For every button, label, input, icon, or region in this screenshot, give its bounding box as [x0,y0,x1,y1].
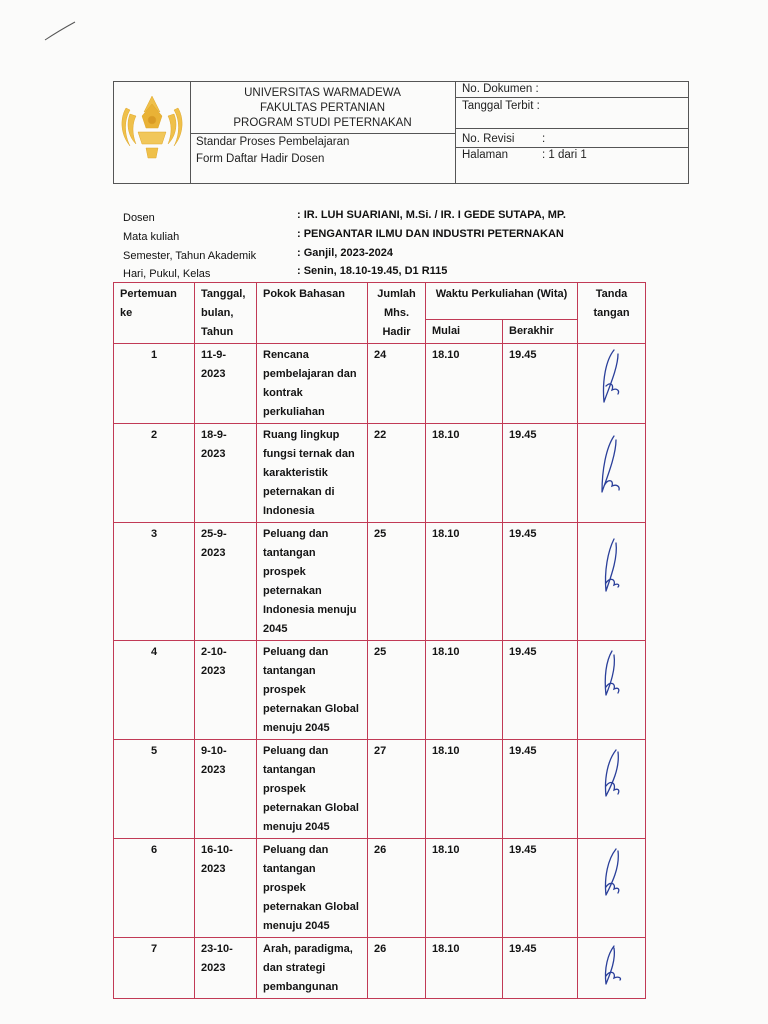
document-header [113,81,689,184]
row-topic: Rencana pembelajaran dan kontrak perkuliahan [257,344,368,424]
info-label-lecturer: Dosen [123,212,155,224]
page-value: : 1 dari 1 [542,149,587,161]
row-end: 19.45 [503,740,578,839]
row-signature [578,523,646,641]
row-end: 19.45 [503,424,578,523]
row-number: 3 [114,523,195,641]
row-signature [578,839,646,938]
row-signature [578,641,646,740]
info-value-lecturer: : IR. LUH SUARIANI, M.Si. / IR. I GEDE SUTAPA, MP. [297,209,566,221]
revision-label: No. Revisi [462,133,515,145]
row-count: 26 [368,839,426,938]
standard-title: Standar Proses Pembelajaran [196,136,350,148]
table-row [114,839,646,938]
revision-separator: : [542,133,546,145]
row-start: 18.10 [426,424,503,523]
header-signature: Tanda tangan [578,283,646,344]
info-label-semester: Semester, Tahun Akademik [123,250,257,262]
info-value-semester: : Ganjil, 2023-2024 [297,247,393,259]
row-topic: Peluang dan tantangan prospek peternakan Global menuju 2045 [257,839,368,938]
row-count: 25 [368,641,426,740]
row-end: 19.45 [503,839,578,938]
signature-image [592,742,632,808]
row-topic: Ruang lingkup fungsi ternak dan karakteristik peternakan di Indonesia [257,424,368,523]
row-end: 19.45 [503,938,578,999]
pen-mark [44,20,76,42]
university-name: UNIVERSITAS WARMADEWA [244,87,401,99]
table-row [114,344,646,424]
row-date: 9-10-2023 [195,740,257,839]
table-row [114,938,646,999]
attendance-table [113,282,646,999]
row-signature [578,344,646,424]
row-count: 27 [368,740,426,839]
row-signature [578,424,646,523]
signature-image [592,426,632,506]
faculty-name: FAKULTAS PERTANIAN [259,102,386,114]
row-signature [578,740,646,839]
row-number: 4 [114,641,195,740]
form-title: Form Daftar Hadir Dosen [196,153,325,165]
header-end: Berakhir [503,320,578,344]
header-topic: Pokok Bahasan [257,283,368,344]
row-number: 1 [114,344,195,424]
info-value-schedule: : Senin, 18.10-19.45, D1 R115 [297,265,448,277]
signature-image [592,643,632,707]
row-number: 2 [114,424,195,523]
row-count: 26 [368,938,426,999]
row-topic: Peluang dan tantangan prospek peternakan Indonesia menuju 2045 [257,523,368,641]
row-count: 25 [368,523,426,641]
table-row [114,740,646,839]
row-start: 18.10 [426,344,503,424]
info-label-course: Mata kuliah [123,231,180,243]
header-meeting: Pertemuan ke [114,283,195,344]
row-date: 2-10-2023 [195,641,257,740]
row-number: 6 [114,839,195,938]
row-count: 24 [368,344,426,424]
row-start: 18.10 [426,523,503,641]
university-logo [116,88,188,164]
program-name: PROGRAM STUDI PETERNAKAN [233,117,412,129]
header-start: Mulai [426,320,503,344]
table-row [114,641,646,740]
row-start: 18.10 [426,740,503,839]
signature-image [592,940,632,990]
page-label: Halaman [462,149,509,161]
row-topic: Peluang dan tantangan prospek peternakan Global menuju 2045 [257,641,368,740]
row-start: 18.10 [426,641,503,740]
doc-number: No. Dokumen : [462,83,539,95]
header-time: Waktu Perkuliahan (Wita) [426,283,578,320]
issue-date: Tanggal Terbit : [462,100,540,112]
header-date: Tanggal, bulan, Tahun [195,283,257,344]
row-topic: Arah, paradigma, dan strategi pembangunan [257,938,368,999]
table-row [114,424,646,523]
row-end: 19.45 [503,344,578,424]
signature-image [592,346,632,410]
row-signature [578,938,646,999]
row-start: 18.10 [426,839,503,938]
row-date: 18-9-2023 [195,424,257,523]
row-date: 16-10-2023 [195,839,257,938]
row-end: 19.45 [503,641,578,740]
row-start: 18.10 [426,938,503,999]
row-date: 11-9-2023 [195,344,257,424]
row-number: 5 [114,740,195,839]
row-date: 25-9-2023 [195,523,257,641]
row-topic: Peluang dan tantangan prospek peternakan Global menuju 2045 [257,740,368,839]
header-count: Jumlah Mhs. Hadir [368,283,426,344]
row-end: 19.45 [503,523,578,641]
info-label-schedule: Hari, Pukul, Kelas [123,268,211,280]
row-date: 23-10-2023 [195,938,257,999]
signature-image [592,841,632,907]
signature-image [592,525,632,605]
table-row [114,523,646,641]
row-number: 7 [114,938,195,999]
row-count: 22 [368,424,426,523]
info-value-course: : PENGANTAR ILMU DAN INDUSTRI PETERNAKAN [297,228,564,240]
